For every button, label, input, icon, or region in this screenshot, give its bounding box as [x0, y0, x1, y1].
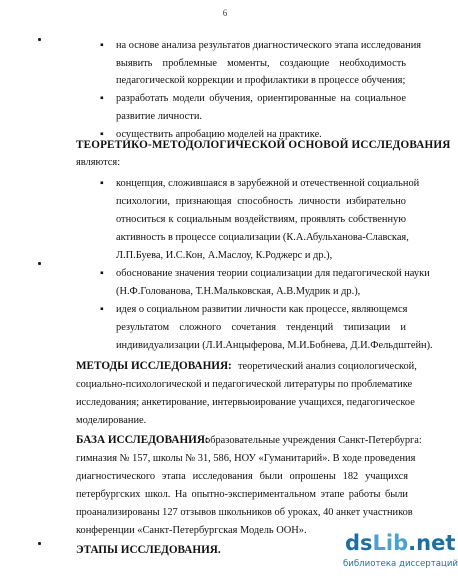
- bullet-icon: ▪: [100, 129, 104, 140]
- list-item-line: идея о социальном развитии личности как процессе, являющемся: [116, 304, 408, 315]
- bullet-icon: ▪: [100, 40, 104, 51]
- dslib-logo: dsLib.net: [345, 531, 456, 555]
- list-item-line: развитие личности.: [116, 111, 202, 122]
- bullet-icon: ▪: [100, 178, 104, 189]
- list-item-line: концепция, сложившаяся в зарубежной и отечественной социальной: [116, 178, 420, 189]
- list-item-line: разработать модели обучения, ориентированные на социальное: [116, 93, 406, 104]
- base-line: гимназия № 157, школы № 31, 586, НОУ «Гуманитарий». В ходе проведения: [76, 453, 416, 464]
- scan-mark: [38, 262, 41, 265]
- scan-mark: [38, 542, 41, 545]
- scan-mark: [38, 38, 41, 41]
- list-item-line: относиться к социальным воздействиям, проявлять собственную: [116, 214, 406, 225]
- bullet-icon: ▪: [100, 304, 104, 315]
- list-item-line: осуществить апробацию моделей на практике.: [116, 129, 322, 140]
- list-item-line: индивидуализации (Л.И.Анцыферова, М.И.Бобнева, Д.И.Фельдштейн).: [116, 340, 433, 351]
- methods-line: социально-психологической и педагогической литературы по проблематике: [76, 379, 413, 390]
- list-item-line: результатом сложного сочетания тенденций типизации и: [116, 322, 406, 333]
- stages-heading: ЭТАПЫ ИССЛЕДОВАНИЯ.: [76, 544, 221, 556]
- page-number: 6: [222, 8, 228, 18]
- list-item-line: Л.П.Буева, И.С.Кон, А.Маслоу, К.Роджерс и др.),: [116, 250, 333, 261]
- base-line: диагностического этапа исследования были опрошены 182 учащихся: [76, 471, 408, 482]
- bullet-icon: ▪: [100, 268, 104, 279]
- base-line: проанализированы 127 отзывов школьников об уроках, 40 анкет участников: [76, 507, 413, 518]
- methods-line: исследования; анкетирование, интервьюирование учащихся, педагогическое: [76, 397, 415, 408]
- base-line: образовательные учреждения Санкт-Петербурга:: [205, 435, 422, 446]
- theory-intro: являются:: [76, 157, 121, 168]
- dslib-tagline: библиотека диссертаций: [343, 559, 458, 569]
- base-line: петербургских школ. На опытно-экспериментальном этапе работы были: [76, 489, 408, 500]
- list-item-line: выявить проблемные моменты, создающие необходимость: [116, 58, 406, 69]
- list-item-line: педагогической коррекции и профилактики в процессе обучения;: [116, 75, 406, 86]
- methods-line: теоретический анализ социологической,: [238, 361, 417, 372]
- dslib-watermark: [343, 531, 458, 577]
- list-item-line: психологии, признающая способность личности избирательно: [116, 196, 406, 207]
- methods-heading: МЕТОДЫ ИССЛЕДОВАНИЯ:: [76, 360, 232, 372]
- list-item-line: обоснование значения теории социализации для педагогической науки: [116, 268, 430, 279]
- methods-line: моделирование.: [76, 415, 147, 426]
- bullet-icon: ▪: [100, 93, 104, 104]
- list-item-line: активность в процессе социализации (К.А.Абульханова-Славская,: [116, 232, 409, 243]
- base-line: конференции «Санкт-Петербургская Модель ООН».: [76, 525, 307, 536]
- base-heading: БАЗА ИССЛЕДОВАНИЯ:: [76, 434, 209, 446]
- list-item-line: (Н.Ф.Голованова, Т.Н.Мальковская, А.В.Мудрик и др.),: [116, 286, 361, 297]
- theory-heading: ТЕОРЕТИКО-МЕТОДОЛОГИЧЕСКОЙ ОСНОВОЙ ИССЛЕДОВАНИЯ: [76, 139, 451, 151]
- list-item-line: на основе анализа результатов диагностического этапа исследования: [116, 40, 422, 51]
